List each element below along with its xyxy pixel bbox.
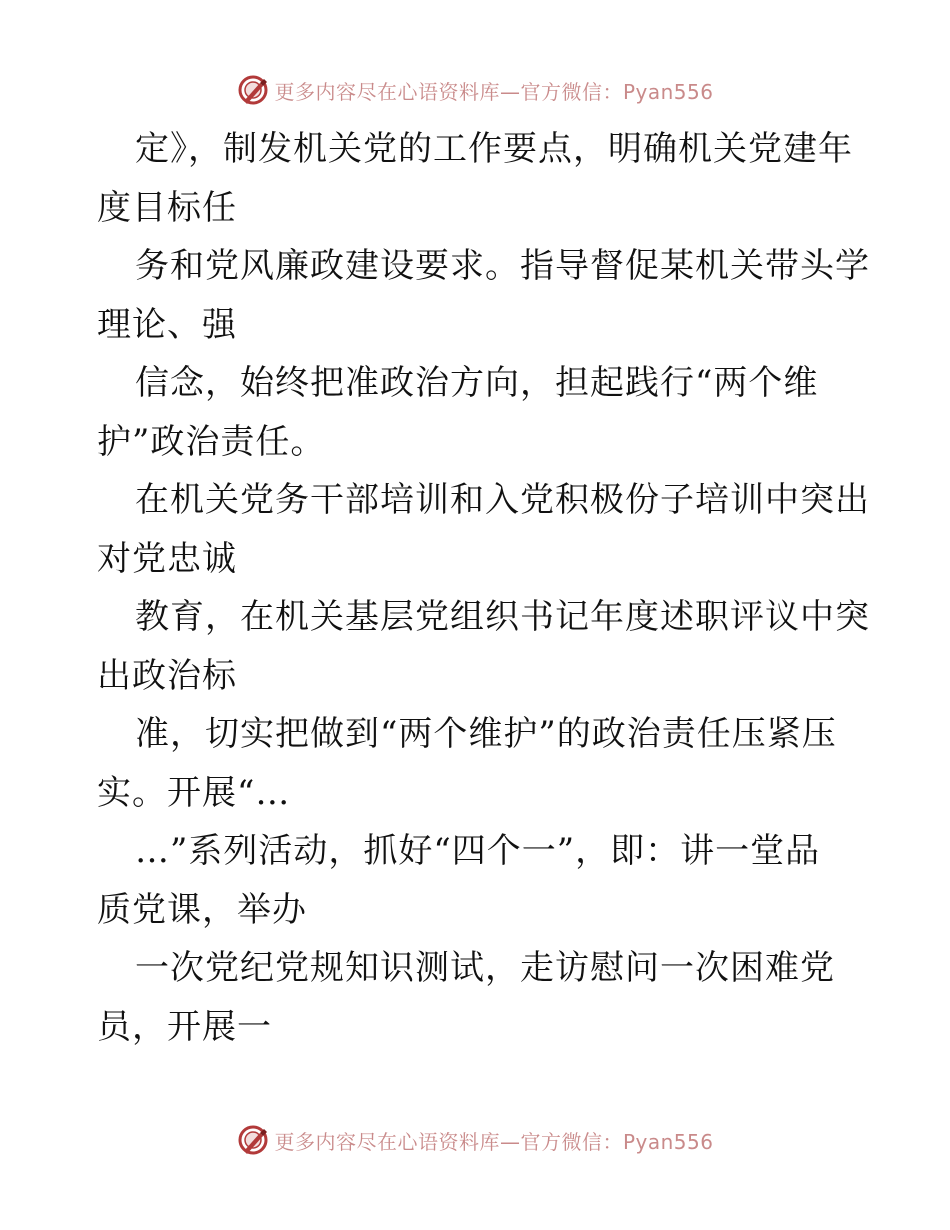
text-line: 出政治标 [97,655,237,696]
pen-seal-icon [236,73,270,107]
watermark-text: 更多内容尽在心语资料库—官方微信：Pyan556 [274,1129,714,1154]
pen-seal-icon [236,1123,270,1157]
watermark-text: 更多内容尽在心语资料库—官方微信：Pyan556 [274,79,714,104]
text-line: 在机关党务干部培训和入党积极份子培训中突出 [135,480,870,520]
text-line: 信念，始终把准政治方向，担起践行“两个维 [135,363,819,403]
text-line: …”系列活动，抓好“四个一”，即：讲一堂品 [135,831,821,871]
text-line: 准，切实把做到“两个维护”的政治责任压紧压 [135,714,837,754]
footer-watermark [0,1120,950,1160]
text-line: 度目标任 [97,187,237,228]
text-line: 对党忠诚 [97,538,237,579]
text-line: 理论、强 [97,304,237,345]
text-line: 实。开展“… [97,772,291,813]
text-line: 一次党纪党规知识测试，走访慰问一次困难党 [135,948,835,988]
text-line: 质党课，举办 [97,889,307,930]
header-watermark [0,70,950,110]
text-line: 务和党风廉政建设要求。指导督促某机关带头学 [135,246,870,286]
text-line: 护”政治责任。 [97,421,326,462]
text-line: 员，开展一 [97,1006,272,1047]
document-body [97,120,870,1056]
text-line: 教育，在机关基层党组织书记年度述职评议中突 [135,597,870,637]
text-line: 定》，制发机关党的工作要点，明确机关党建年 [135,129,853,169]
